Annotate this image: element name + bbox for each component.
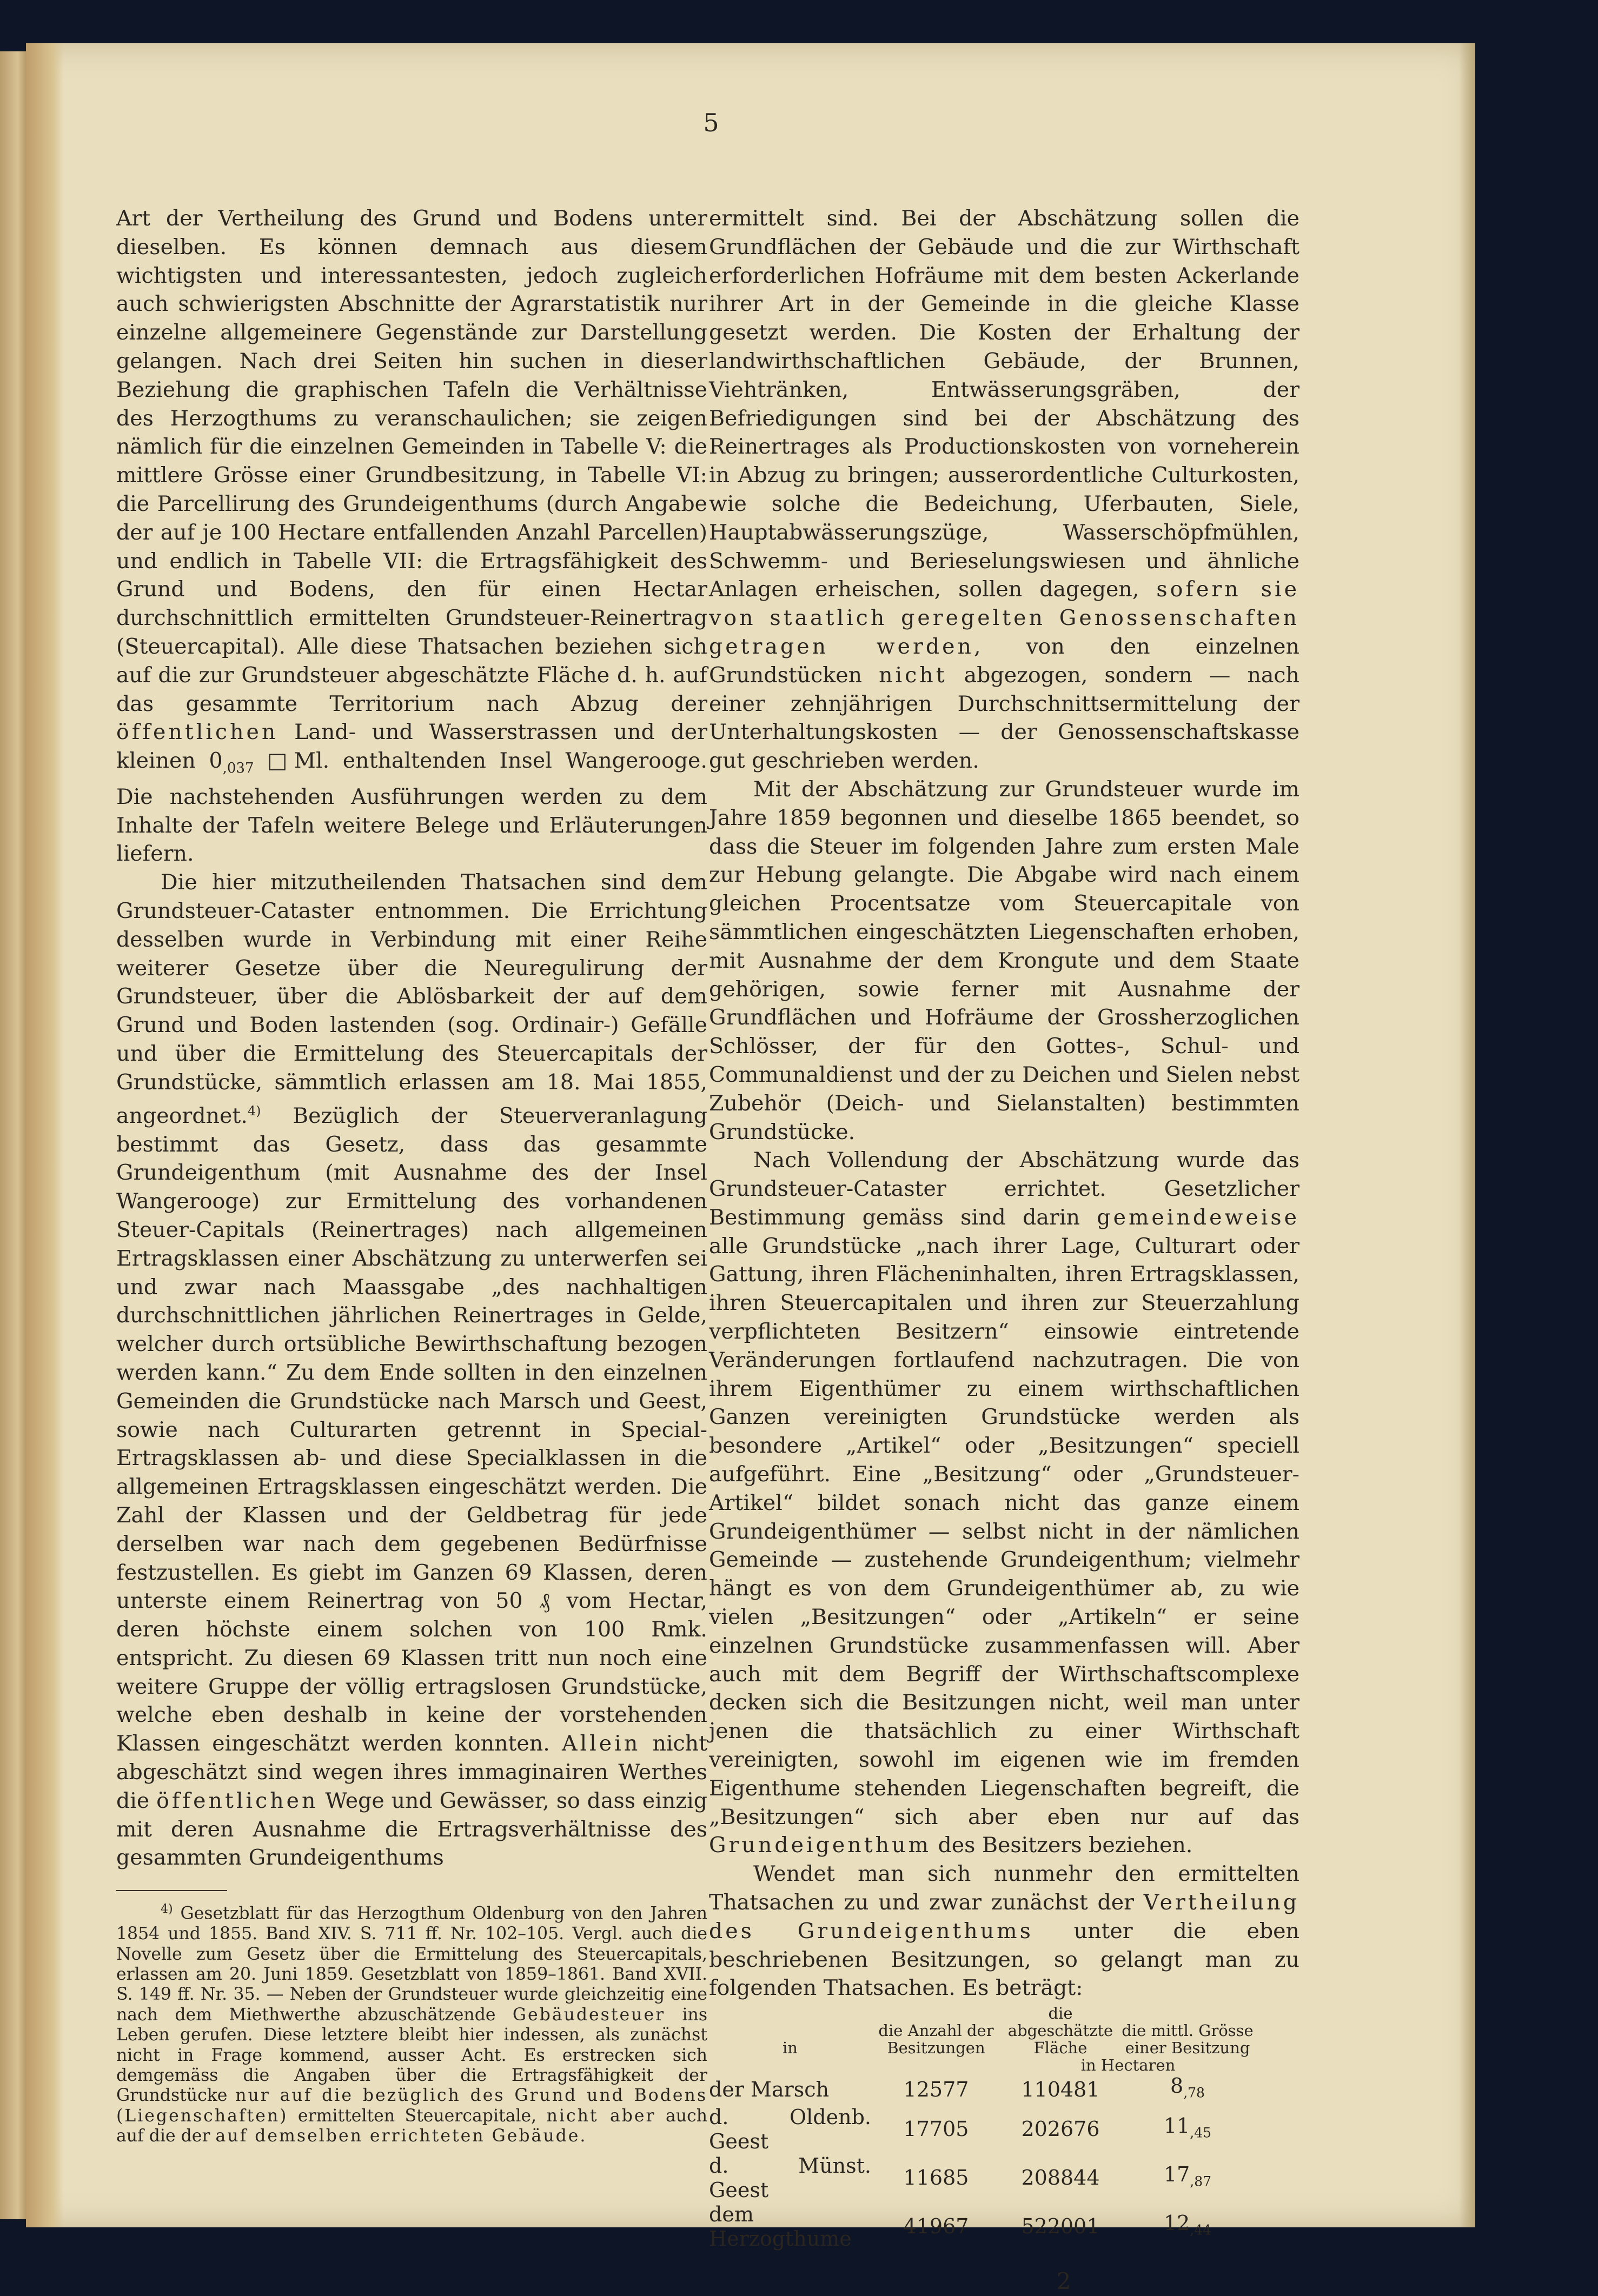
count-cell: 12577 — [903, 2077, 969, 2101]
page-gutter — [26, 43, 64, 2227]
mean-size-decimal: ,44 — [1190, 2222, 1212, 2238]
paragraph: ermittelt sind. Bei der Abschätzung sollen die Grundflächen der Gebäude und die zur Wirthschaft erforderlichen Hofräume mit dem besten Ackerlande ihrer Art in der Gemeinde in die gleiche Klasse gesetzt werden. Die Kosten der Erhaltung der landwirthschaftlichen Gebäude, der Brunnen, Viehtränken, Entwässerungsgräben, der Befriedigungen sind bei der Abschätzung des Reinertrages als Productionskosten von vorneherein in Abzug zu bringen; ausserordentliche Culturkosten, wie solche die Bedeichung, Uferbauten, Siele, Hauptabwässerungszüge, Wasserschöpfmühlen, Schwemm- und Berieselungswiesen und ähnliche Anlagen erheischen, sollen dagegen, sofern sie von staatlich geregelten Genossenschaften getragen werden, von den einzelnen Grundstücken nicht abgezogen, sondern — nach einer zehnjährigen Durchschnittsermittelung der Unterhaltungskosten — der Genossenschaftskasse gut geschrieben werden. — [709, 206, 1299, 774]
paragraph: Art der Vertheilung des Grund und Bodens unter dieselben. Es können demnach aus diesem wichtigsten und interessantesten, jedoch zugleich auch schwierigsten Abschnitte der Agrarstatistik nur einzelne allgemeinere Gegenstände zur Darstellung gelangen. Nach drei Seiten hin suchen in dieser Beziehung die graphischen Tafeln die Verhältnisse des Herzogthums zu veranschaulichen; sie zeigen nämlich für die einzelnen Gemeinden in Tabelle V: die mittlere Grösse einer Grundbesitzung, in Tabelle VI: die Parcellirung des Grundeigenthums (durch Angabe der auf je 100 Hectare entfallenden Anzahl Parcellen) und endlich in Tabelle VII: die Ertragsfähigkeit des Grund und Bodens, den für einen Hectar durchschnittlich ermittelten Grundsteuer-Reinertrag (Steuercapital). Alle diese Thatsachen beziehen sich auf die zur Grundsteuer abgeschätzte Fläche d. h. auf das gesammte Territorium nach Abzug der öffentlichen Land- und Wasserstrassen und der kleinen $0_{,037}$ □Ml. enthaltenden Insel Wangerooge. Die nachstehenden Ausführungen werden zu dem Inhalte der Tafeln weitere Belege und Erläuterungen liefern. — [116, 206, 707, 867]
region-cell: dem Herzogthume — [709, 2202, 852, 2251]
left-column — [116, 204, 707, 2147]
footnote-rule — [116, 1890, 227, 1891]
paragraph: Mit der Abschätzung zur Grundsteuer wurde im Jahre 1859 begonnen und dieselbe 1865 beendet, so dass die Steuer im folgenden Jahre zum ersten Male zur Hebung gelangte. Die Abgabe wird nach einem gleichen Procentsatze vom Steuercapitale von sämmtlichen eingeschätzten Liegenschaften erhoben, mit Ausnahme der dem Krongute und dem Staate gehörigen, sowie ferner mit Ausnahme der Grundflächen und Hofräume der Grossherzoglichen Schlösser, der für den Gottes-, Schul- und Communaldienst und der zu Deichen und Sielen nebst Zubehör (Deich- und Sielanstalten) bestimmten Grundstücke. — [709, 776, 1299, 1144]
mean-size-cell — [1120, 2202, 1255, 2251]
count-cell: 11685 — [903, 2166, 969, 2190]
paragraph: Wendet man sich nunmehr den ermittelten Thatsachen zu und zwar zunächst der Vertheilung des Grundeigenthums unter die eben beschriebenen Besitzungen, so gelangt man zu folgenden Thatsachen. Es beträgt: — [709, 1861, 1300, 2001]
area-cell: 202676 — [1021, 2117, 1100, 2141]
table-header-row — [709, 2005, 1255, 2057]
mean-size-cell — [1120, 2074, 1255, 2105]
count-cell: 17705 — [903, 2117, 969, 2141]
page-number: 5 — [703, 108, 719, 137]
area-cell: 522001 — [1021, 2214, 1100, 2239]
right-column — [709, 204, 1299, 2296]
statistics-table — [709, 2005, 1255, 2251]
paragraph: Nach Vollendung der Abschätzung wurde das Grundsteuer-Cataster errichtet. Gesetzlicher Bestimmung gemäss sind darin gemeindeweise alle Grundstücke „nach ihrer Lage, Culturart oder Gattung, ihren Flächeninhalten, ihren Ertragsklassen, ihren Steuercapitalen und ihren zur Steuerzahlung verpflichteten Besitzern“ einsowie eintretende Veränderungen fortlaufend nachzutragen. Die von ihrem Eigenthümer zu einem wirthschaftlichen Ganzen vereinigten Grundstücke werden als besondere „Artikel“ oder „Besitzungen“ speciell aufgeführt. Eine „Besitzung“ oder „Grundsteuer-Artikel“ bildet sonach nicht das ganze einem Grundeigenthümer — selbst nicht in der nämlichen Gemeinde — zustehende Grundeigenthum; vielmehr hängt es von dem Grundeigenthümer ab, zu wie vielen „Besitzungen“ oder „Artikeln“ er seine einzelnen Grundstücke zusammenfassen will. Aber auch mit dem Begriff der Wirthschaftscomplexe decken sich die Besitzungen nicht, weil man unter jenen die thatsächlich zu einer Wirthschaft vereinigten, sowohl im eigenen wie im fremden Eigenthume stehenden Liegenschaften begreift, die „Besitzungen“ sich aber eben nur auf das Grundeigenthum des Besitzers beziehen. — [709, 1148, 1299, 1858]
unit-note: in Hectaren — [1080, 2056, 1176, 2075]
mean-size-cell — [1120, 2105, 1255, 2154]
count-cell: 41967 — [903, 2214, 969, 2239]
mean-size-integer: 11 — [1163, 2114, 1190, 2138]
mean-size-decimal: ,87 — [1190, 2173, 1212, 2189]
mean-size-integer: 17 — [1163, 2162, 1190, 2186]
footnote: $^{4)}$ Gesetzblatt für das Herzogthum Oldenburg von den Jahren 1854 und 1855. Band XIV. S. 711 ff. Nr. 102–105. Vergl. auch die Novelle zum Gesetz über die Ermittelung des Steuercapitals, erlassen am 20. Juni 1859. Gesetzblatt von 1859–1861. Band XVII. S. 149 ff. Nr. 35. — Neben der Grundsteuer wurde gleichzeitig eine nach dem Miethwerthe abzuschätzende Gebäudesteuer ins Leben gerufen. Diese letztere bleibt hier indessen, als zunächst nicht in Frage kommend, ausser Acht. Es erstrecken sich demgemäss die Angaben über die Ertragsfähigkeit der Grundstücke nur auf die bezüglich des Grund und Bodens (Liegenschaften) ermittelten Steuercapitale, nicht aber auch auf die der auf demselben errichteten Gebäude. — [116, 1902, 708, 2146]
mean-size-decimal: ,78 — [1183, 2085, 1205, 2101]
area-cell: 208844 — [1021, 2166, 1100, 2190]
footnote-ref: 4) — [247, 1103, 261, 1119]
column-header: die mittl. Grösse einer Besitzung — [1122, 2021, 1254, 2058]
region-cell: der Marsch — [709, 2077, 830, 2101]
facing-page-edge — [0, 51, 30, 2219]
column-header: die Anzahl der Besitzungen — [878, 2021, 994, 2058]
table-row — [709, 2202, 1255, 2251]
mean-size-decimal: ,45 — [1190, 2125, 1212, 2141]
region-cell: d. Oldenb. Geest — [709, 2105, 871, 2153]
mean-size-cell — [1120, 2154, 1255, 2202]
table-row — [709, 2105, 1255, 2154]
mean-size-integer: 8 — [1170, 2074, 1184, 2098]
region-cell: d. Münst. Geest — [709, 2153, 871, 2202]
mean-size-integer: 12 — [1163, 2211, 1190, 2235]
page-edge-shadow — [1459, 43, 1475, 2227]
table-row — [709, 2074, 1255, 2105]
paragraph: Die hier mitzutheilenden Thatsachen sind dem Grundsteuer-Cataster entnommen. Die Errichtung desselben wurde in Verbindung mit einer Reihe weiterer Gesetze über die Neuregulirung der Grundsteuer, über die Ablösbarkeit der auf dem Grund und Boden lastenden (sog. Ordinair-) Gefälle und über die Ermittelung des Steuercapitals der Grundstücke, sämmtlich erlassen am 18. Mai 1855, angeordnet.$^{4)}$ Bezüglich der Steuerveranlagung bestimmt das Gesetz, dass das gesammte Grundeigenthum (mit Ausnahme des der Insel Wangerooge) zur Ermittelung des vorhandenen Steuer-Capitals (Reinertrages) nach allgemeinen Ertragsklassen einer Abschätzung zu unterwerfen sei und zwar nach Maassgabe „des nachhaltigen durchschnittlichen jährlichen Reinertrages in Gelde, welcher durch ortsübliche Bewirthschaftung bezogen werden kann.“ Zu dem Ende sollten in den einzelnen Gemeinden die Grundstücke nach Marsch und Geest, sowie nach Culturarten getrennt in Special-Ertragsklassen ab- und diese Specialklassen in die allgemeinen Ertragsklassen eingeschätzt werden. Die Zahl der Klassen und der Geldbetrag für jede derselben war nach dem gegebenen Bedürfnisse festzustellen. Es giebt im Ganzen 69 Klassen, deren unterste einem Reinertrag von 50 ₰ vom Hectar, deren höchste einem solchen von 100 Rmk. entspricht. Zu diesen 69 Klassen tritt nun noch eine weitere Gruppe der völlig ertragslosen Grundstücke, welche eben deshalb in keine der vorstehenden Klassen eingeschätzt werden konnten. Allein nicht abgeschätzt sind wegen ihres immaginairen Werthes die öffentlichen Wege und Gewässer, so dass einzig mit deren Ausnahme die Ertragsverhältnisse des gesammten Grundeigenthums — [116, 870, 708, 1871]
area-cell: 110481 — [1021, 2077, 1100, 2101]
column-header: die abgeschätzte Fläche — [1007, 2004, 1113, 2058]
table-row — [709, 2154, 1255, 2202]
column-header: in — [783, 2039, 798, 2058]
signature-mark: 2 — [1056, 2267, 1071, 2294]
